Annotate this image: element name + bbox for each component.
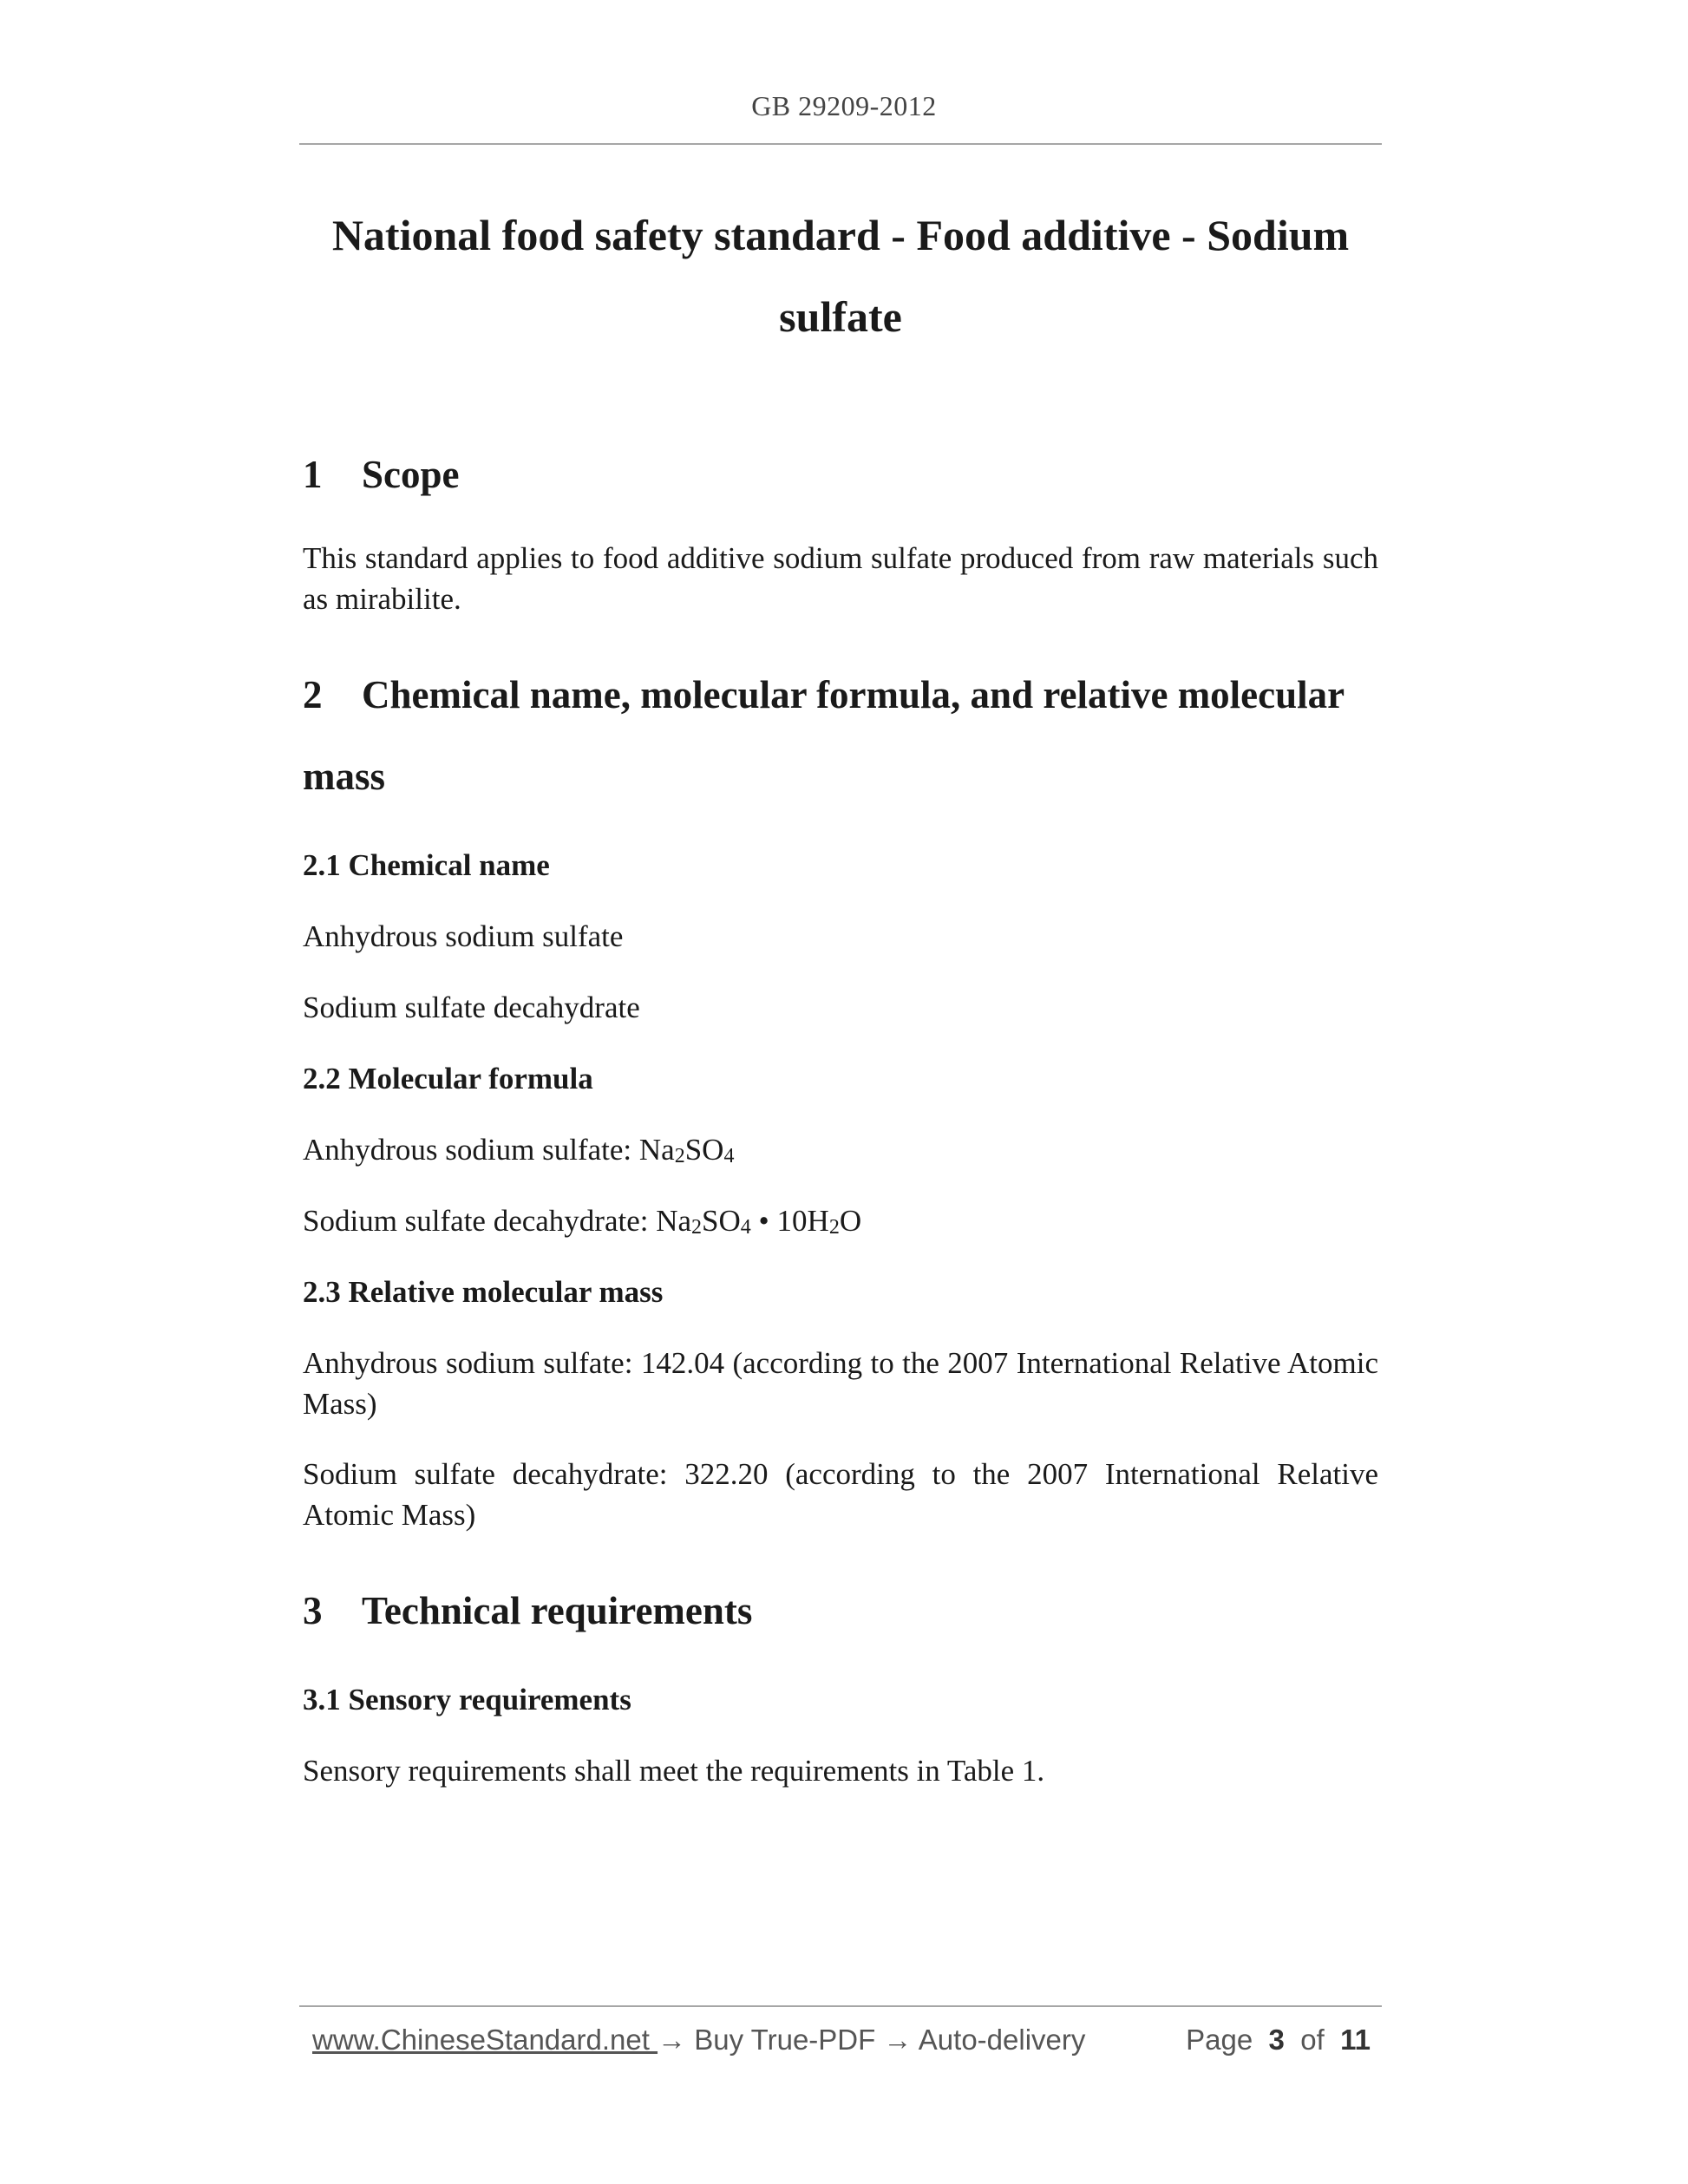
- formula-subscript: 4: [723, 1145, 735, 1167]
- molecular-mass-decahydrate: Sodium sulfate decahydrate: 322.20 (according to the 2007 International Relative Atomic Mass): [303, 1457, 1378, 1532]
- formula-part: SO: [684, 1133, 724, 1167]
- document-title-line-2: sulfate: [779, 292, 902, 341]
- section-3-number: 3: [303, 1589, 323, 1632]
- page-indicator: [1186, 2024, 1371, 2056]
- document-title: [299, 194, 1382, 357]
- chemical-name-decahydrate: Sodium sulfate decahydrate: [303, 991, 640, 1024]
- chemical-name-anhydrous: Anhydrous sodium sulfate: [303, 919, 624, 953]
- website-link[interactable]: www.ChineseStandard.net: [312, 2024, 658, 2056]
- subsection-2-2-heading: 2.2 Molecular formula: [303, 1062, 593, 1095]
- document-title-line-1: National food safety standard - Food additive - Sodium: [331, 211, 1350, 259]
- formula-subscript: 4: [740, 1216, 751, 1239]
- formula-part: O: [839, 1204, 862, 1238]
- formula-subscript: 2: [828, 1216, 840, 1239]
- subsection-2-3-heading: 2.3 Relative molecular mass: [303, 1275, 664, 1309]
- formula-part: SO: [702, 1204, 741, 1238]
- of-label: of: [1300, 2024, 1325, 2056]
- section-1-number: 1: [303, 453, 323, 496]
- molecular-mass-anhydrous: Anhydrous sodium sulfate: 142.04 (according to the 2007 International Relative Atomic Mass): [303, 1346, 1378, 1421]
- section-2-number: 2: [303, 673, 323, 716]
- formula-decahydrate-label: Sodium sulfate decahydrate: Na: [303, 1204, 692, 1238]
- formula-subscript: 2: [674, 1145, 685, 1167]
- formula-subscript: 2: [691, 1216, 703, 1239]
- header-divider: [299, 143, 1382, 145]
- standard-code-header: GB 29209-2012: [751, 90, 937, 121]
- current-page-number: 3: [1268, 2024, 1285, 2056]
- section-3-heading: [303, 1570, 1378, 1651]
- section-3-1-paragraph: Sensory requirements shall meet the requirements in Table 1.: [303, 1754, 1045, 1788]
- formula-decahydrate: [303, 1200, 1378, 1241]
- section-2-heading-continued: mass: [303, 755, 386, 798]
- formula-part: • 10H: [750, 1204, 829, 1238]
- subsection-2-1-heading: 2.1 Chemical name: [303, 848, 550, 882]
- page-label: Page: [1186, 2024, 1253, 2056]
- section-2-heading: [303, 654, 1378, 736]
- total-page-count: 11: [1340, 2024, 1371, 2056]
- footer-divider: [299, 2005, 1382, 2007]
- formula-anhydrous-label: Anhydrous sodium sulfate: Na: [303, 1133, 675, 1167]
- footer-promo: [312, 2024, 1085, 2056]
- section-1-heading: [303, 434, 1378, 515]
- section-2-title-line-1: Chemical name, molecular formula, and relative molecular: [362, 673, 1345, 716]
- section-1-paragraph: This standard applies to food additive sodium sulfate produced from raw materials such as mirabilite.: [303, 541, 1378, 616]
- footer-buy-text: → Buy True-PDF → Auto-delivery: [658, 2024, 1086, 2056]
- section-1-title: Scope: [362, 453, 460, 496]
- page-footer: [312, 2024, 1371, 2067]
- section-3-title: Technical requirements: [362, 1589, 753, 1632]
- formula-anhydrous: [303, 1129, 1378, 1170]
- subsection-3-1-heading: 3.1 Sensory requirements: [303, 1683, 631, 1716]
